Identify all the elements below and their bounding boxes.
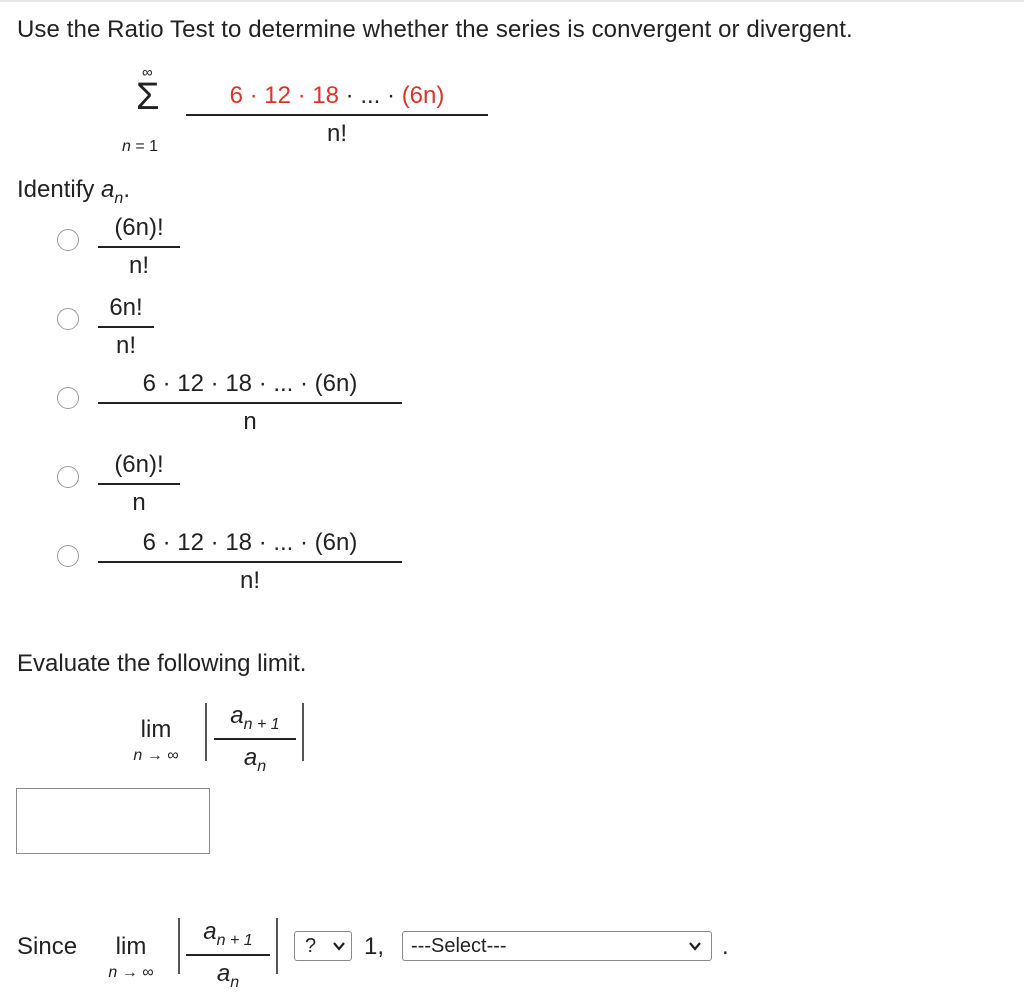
chevron-down-icon xyxy=(333,940,345,952)
question-text: Use the Ratio Test to determine whether the series is convergent or divergent. xyxy=(17,16,853,43)
option-2-fraction: $\frac{6n!}{n!}$ xyxy=(98,294,154,360)
conclusion-ratio: $\frac{a_{n + 1}}{a_n}$ xyxy=(186,918,270,992)
abs-bar-right xyxy=(302,703,304,761)
series-term xyxy=(186,82,488,148)
conclusion-abs-bar-left xyxy=(178,918,180,974)
summation xyxy=(116,64,186,164)
series-numerator: 6 · 12 · 18 · ... · (6n) xyxy=(186,82,488,116)
conclusion-select[interactable]: ---Select--- xyxy=(402,931,712,961)
option-radio-3[interactable] xyxy=(57,387,79,409)
limit-answer-input[interactable] xyxy=(16,788,210,854)
abs-bar-left xyxy=(205,703,207,761)
sum-lower-limit: n = 1 xyxy=(122,138,159,155)
evaluate-label: Evaluate the following limit. xyxy=(17,650,307,677)
sum-upper-limit: ∞ xyxy=(142,64,153,81)
limit-expression: lim n → ∞ xyxy=(133,716,179,764)
option-1-fraction: $\frac{(6n)!}{n!}$ xyxy=(98,214,180,280)
sigma-symbol: Σ xyxy=(136,76,160,118)
conclusion-limit: lim n → ∞ xyxy=(108,933,154,981)
option-radio-4[interactable] xyxy=(57,466,79,488)
option-radio-1[interactable] xyxy=(57,229,79,251)
series-denominator: n! xyxy=(326,120,347,147)
top-divider xyxy=(0,0,1024,2)
limit-ratio: $\frac{a_{n + 1}}{a_n}$ xyxy=(214,702,296,776)
since-label: Since xyxy=(17,933,78,960)
period-label: . xyxy=(722,933,729,960)
one-label: 1, xyxy=(364,933,385,960)
option-radio-2[interactable] xyxy=(57,308,79,330)
chevron-down-icon xyxy=(689,940,701,952)
option-5-fraction: $\frac{6 \cdot 12 \cdot 18 \cdot ... \cdot (6n)}{n!}$ xyxy=(98,529,402,595)
option-radio-5[interactable] xyxy=(57,545,79,567)
conclusion-abs-bar-right xyxy=(276,918,278,974)
comparison-select[interactable]: ? xyxy=(294,931,352,961)
option-3-fraction: $\frac{6 \cdot 12 \cdot 18 \cdot ... \cdot (6n)}{n}$ xyxy=(98,370,402,436)
identify-label: Identify $a_n$. xyxy=(17,176,130,207)
option-4-fraction: $\frac{(6n)!}{n}$ xyxy=(98,451,180,517)
